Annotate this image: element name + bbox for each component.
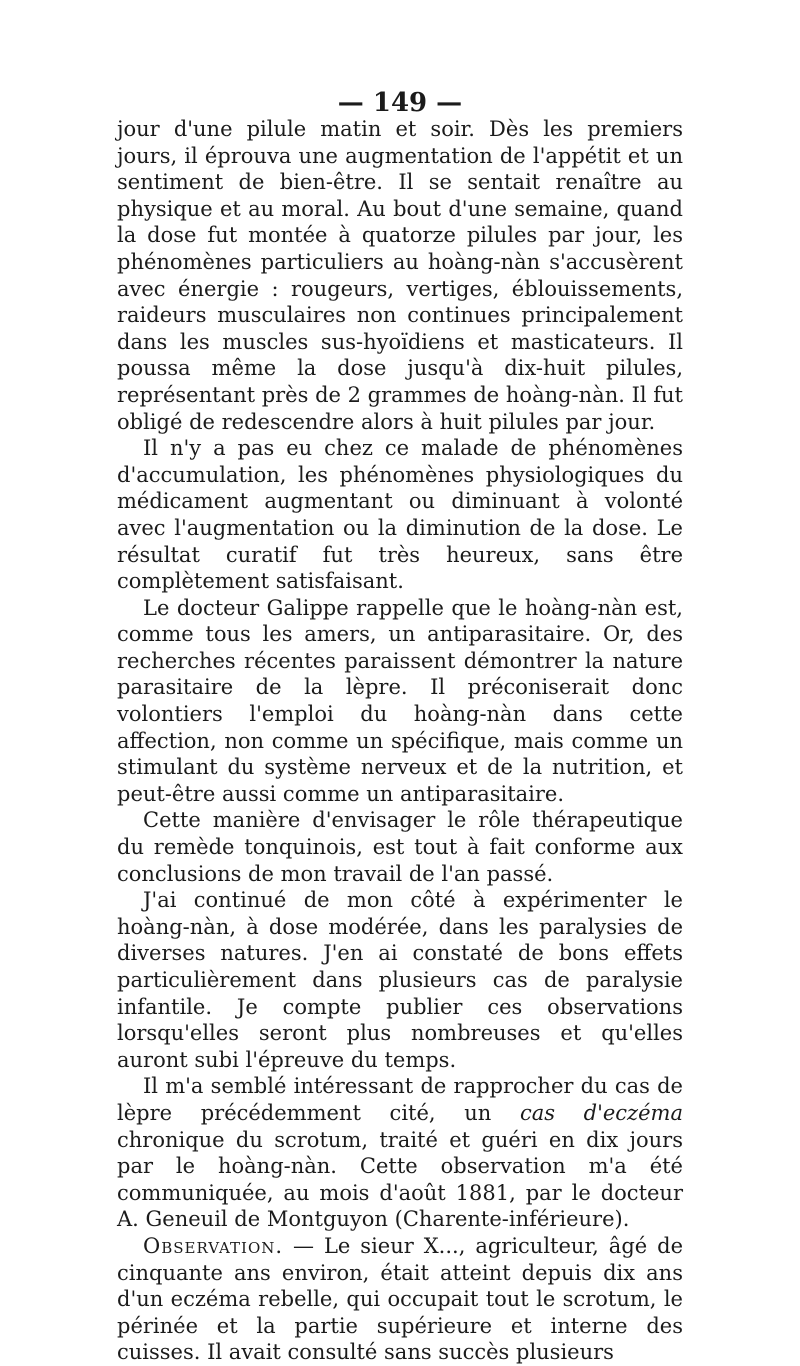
paragraph-text: Il m'a semblé intéressant de rapprocher du cas de lèpre précédemment cité, un (117, 1074, 683, 1125)
paragraph-text: — Le sieur X..., agriculteur, âgé de cinquante ans environ, était atteint depuis dix ans d'un eczéma rebelle, qui occupait tout le scrotum, le périnée et la partie supérieure et interne des cuisses. Il avait consulté sans succès plusieurs (117, 1233, 683, 1365)
paragraph: Cette manière d'envisager le rôle thérapeutique du remède tonquinois, est tout à fait conforme aux conclusions de mon travail de l'an passé. (117, 808, 683, 886)
italic-term: cas d'eczéma (519, 1100, 683, 1125)
body-text (117, 116, 683, 1366)
paragraph (117, 1233, 683, 1366)
paragraph: jour d'une pilule matin et soir. Dès les premiers jours, il éprouva une augmentation de l'appétit et un sentiment de bien-être. Il se sentait renaître au physique et au moral. Au bout d'une semaine, quand la dose fut montée à quatorze pilules par jour, les phénomènes particuliers au hoàng-nàn s'accusèrent avec énergie : rougeurs, vertiges, éblouissements, raideurs musculaires non continues principalement dans les muscles sus-hyoïdiens et masticateurs. Il poussa même la dose jusqu'à dix-huit pilules, représentant près de 2 grammes de hoàng-nàn. Il fut obligé de redescendre alors à huit pilules par jour. (117, 117, 683, 434)
page-number: — 149 — (337, 88, 463, 118)
paragraph: J'ai continué de mon côté à expérimenter le hoàng-nàn, à dose modérée, dans les paralysies de diverses natures. J'en ai constaté de bons effets particulièrement dans plusieurs cas de paralysie infantile. Je compte publier ces observations lorsqu'elles seront plus nombreuses et qu'elles auront subi l'épreuve du temps. (117, 888, 683, 1072)
observation-label: Observation. (143, 1233, 284, 1258)
paragraph-text: chronique du scrotum, traité et guéri en dix jours par le hoàng-nàn. Cette observation m'a été communiquée, au mois d'août 1881, par le docteur A. Geneuil de Montguyon (Charente-inférieure). (117, 1127, 683, 1232)
paragraph: Le docteur Galippe rappelle que le hoàng-nàn est, comme tous les amers, un antiparasitaire. Or, des recherches récentes paraissent démontrer la nature parasitaire de la lèpre. Il préconiserait donc volontiers l'emploi du hoàng-nàn dans cette affection, non comme un spécifique, mais comme un stimulant du système nerveux et de la nutrition, et peut-être aussi comme un antiparasitaire. (117, 595, 683, 806)
paragraph (117, 1073, 683, 1233)
paragraph: Il n'y a pas eu chez ce malade de phénomènes d'accumulation, les phénomènes physiologiques du médicament augmentant ou diminuant à volonté avec l'augmentation ou la diminution de la dose. Le résultat curatif fut très heureux, sans être complètement satisfaisant. (117, 436, 683, 594)
